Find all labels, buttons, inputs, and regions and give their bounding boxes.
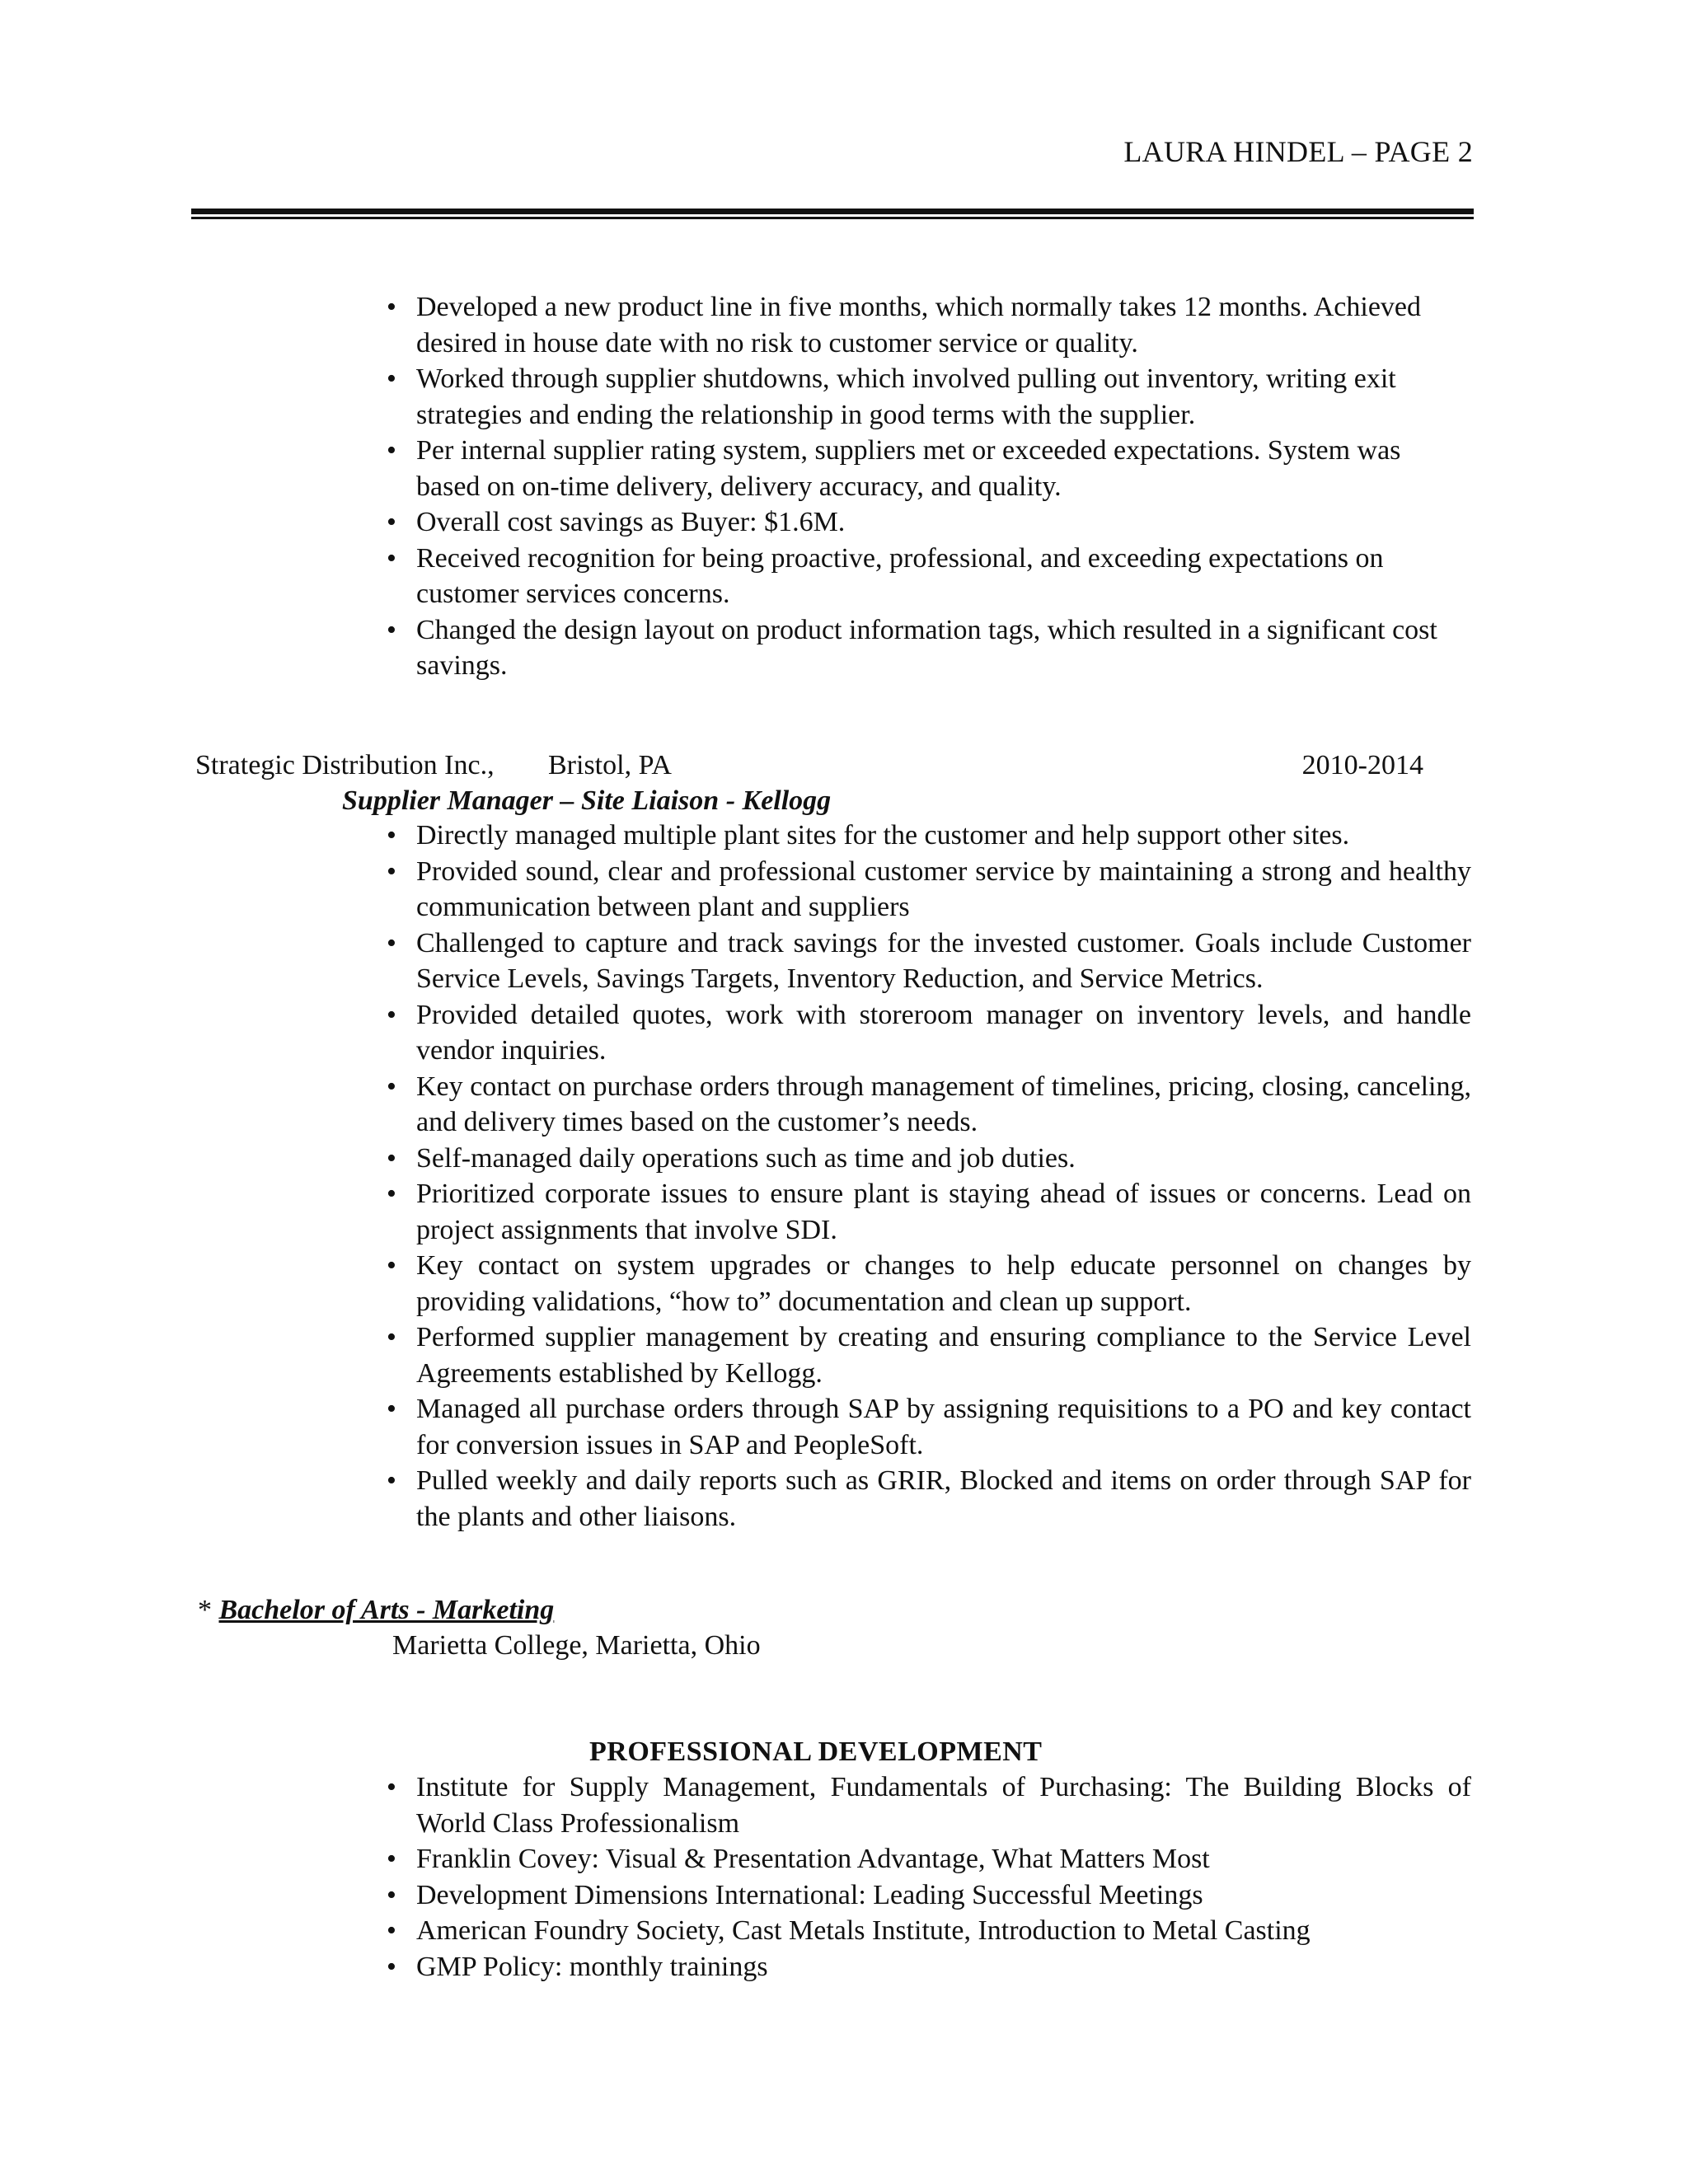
employer-company: Strategic Distribution Inc.,: [195, 750, 495, 780]
bullet-item: • Key contact on purchase orders through management of timelines, pricing, closing, canceling, and delivery times based on the customer’s needs.: [416, 1069, 1471, 1141]
bullet-item: • Directly managed multiple plant sites for the customer and help support other sites.: [416, 818, 1471, 854]
bullet-item: • Key contact on system upgrades or changes to help educate personnel on changes by providing validations, “how to” documentation and clean up support.: [416, 1248, 1471, 1319]
bullet-item: • Worked through supplier shutdowns, which involved pulling out inventory, writing exit strategies and ending the relationship in good terms with the supplier.: [416, 361, 1471, 433]
bullet-item: • Developed a new product line in five months, which normally takes 12 months. Achieved desired in house date with no risk to customer service or quality.: [416, 289, 1471, 361]
bullet-item: • Challenged to capture and track savings for the invested customer. Goals include Customer Service Levels, Savings Targets, Inventory Reduction, and Service Metrics.: [416, 926, 1471, 997]
bullet-item: • Changed the design layout on product information tags, which resulted in a significant cost savings.: [416, 612, 1471, 684]
header-rule: [191, 209, 1474, 220]
sdi-bullets: [416, 818, 1471, 1535]
bullet-item: • Development Dimensions International: Leading Successful Meetings: [416, 1877, 1471, 1914]
job-title: Supplier Manager – Site Liaison - Kellogg: [342, 785, 832, 816]
school-name: Marietta College, Marietta, Ohio: [392, 1630, 761, 1661]
bullet-item: • American Foundry Society, Cast Metals Institute, Introduction to Metal Casting: [416, 1913, 1471, 1949]
bullet-item: • Prioritized corporate issues to ensure plant is staying ahead of issues or concerns. Lead on project assignments that involve SDI.: [416, 1176, 1471, 1248]
professional-development-bullets: [416, 1769, 1471, 1985]
bullet-item: • Self-managed daily operations such as time and job duties.: [416, 1141, 1471, 1177]
bullet-item: • Institute for Supply Management, Fundamentals of Purchasing: The Building Blocks of World Class Professionalism: [416, 1769, 1471, 1841]
bullet-item: • Performed supplier management by creating and ensuring compliance to the Service Level Agreements established by Kellogg.: [416, 1319, 1471, 1391]
bullet-item: • Pulled weekly and daily reports such as GRIR, Blocked and items on order through SAP for the plants and other liaisons.: [416, 1463, 1471, 1535]
degree-marker: *: [198, 1595, 219, 1625]
header-rule-thin: [191, 217, 1474, 219]
bullet-item: • Received recognition for being proactive, professional, and exceeding expectations on customer services concerns.: [416, 541, 1471, 612]
degree-title: Bachelor of Arts - Marketing: [218, 1595, 555, 1625]
bullet-item: • Per internal supplier rating system, suppliers met or exceeded expectations. System was based on on-time delivery, delivery accuracy, and quality.: [416, 433, 1471, 504]
header-rule-thick: [191, 209, 1474, 214]
previous-role-bullets: [416, 289, 1471, 684]
section-heading-professional-development: PROFESSIONAL DEVELOPMENT: [589, 1736, 1043, 1767]
bullet-item: • GMP Policy: monthly trainings: [416, 1949, 1471, 1985]
bullet-item: • Overall cost savings as Buyer: $1.6M.: [416, 504, 1471, 541]
bullet-item: • Provided sound, clear and professional customer service by maintaining a strong and healthy communication between plant and suppliers: [416, 854, 1471, 926]
bullet-item: • Managed all purchase orders through SAP by assigning requisitions to a PO and key contact for conversion issues in SAP and PeopleSoft.: [416, 1391, 1471, 1463]
employer-location: Bristol, PA: [548, 750, 672, 780]
bullet-item: • Provided detailed quotes, work with storeroom manager on inventory levels, and handle vendor inquiries.: [416, 997, 1471, 1069]
bullet-item: • Franklin Covey: Visual & Presentation Advantage, What Matters Most: [416, 1841, 1471, 1877]
page-header: LAURA HINDEL – PAGE 2: [1123, 135, 1473, 168]
employment-dates: 2010-2014: [1301, 750, 1423, 780]
degree-line: [198, 1592, 554, 1628]
